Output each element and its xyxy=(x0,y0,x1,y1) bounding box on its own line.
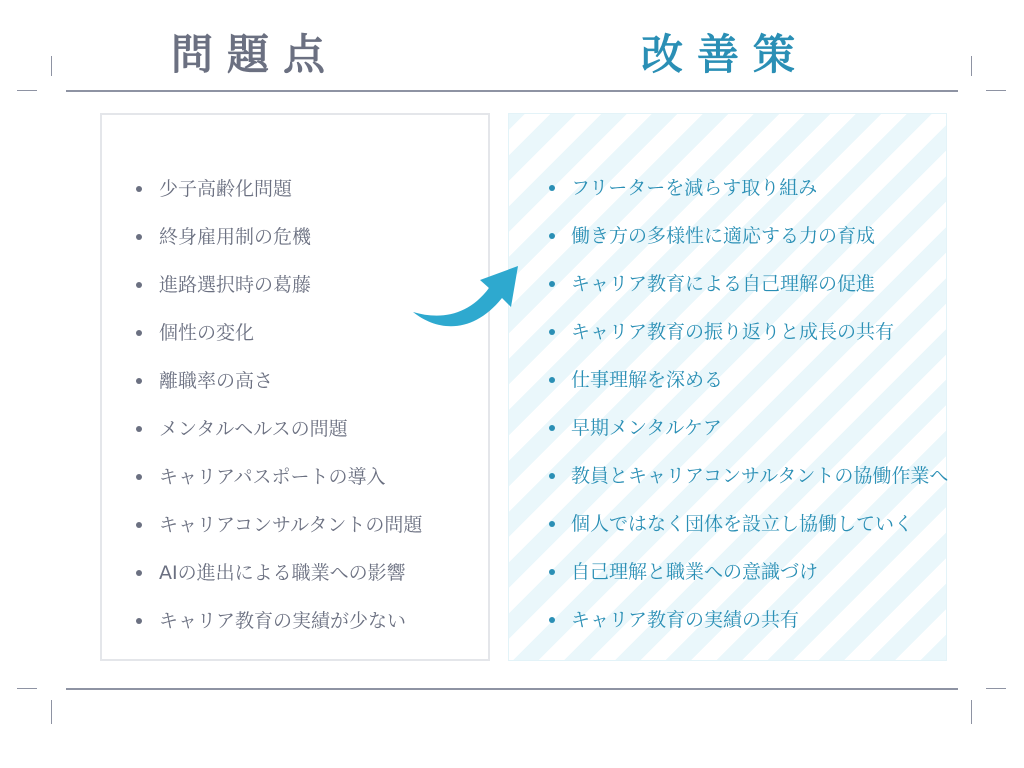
corner-tick xyxy=(986,688,1006,689)
bullet-dot xyxy=(549,569,555,575)
problem-item xyxy=(102,607,488,655)
bullet-dot xyxy=(549,233,555,239)
bullet-dot xyxy=(136,378,142,384)
bullet-dot xyxy=(549,329,555,335)
problem-item-label: キャリアパスポートの導入 xyxy=(159,466,386,488)
corner-tick xyxy=(51,56,52,76)
solution-item xyxy=(509,270,946,318)
corner-tick xyxy=(986,90,1006,91)
solutions-title: 改善策 xyxy=(640,30,809,79)
problem-item-label: 進路選択時の葛藤 xyxy=(159,274,312,296)
problem-item xyxy=(102,415,488,463)
problem-item-label: 少子高齢化問題 xyxy=(159,178,293,200)
bullet-dot xyxy=(549,281,555,287)
problem-item-label: キャリア教育の実績が少ない xyxy=(159,610,407,632)
problem-item-label: 個性の変化 xyxy=(159,322,255,344)
solution-item-label: 働き方の多様性に適応する力の育成 xyxy=(571,225,876,247)
bullet-dot xyxy=(136,282,142,288)
solution-item xyxy=(509,318,946,366)
solution-item xyxy=(509,366,946,414)
bullet-dot xyxy=(136,330,142,336)
bullet-dot xyxy=(549,425,555,431)
bullet-dot xyxy=(136,234,142,240)
curved-arrow-up-right-icon xyxy=(408,262,528,342)
bullet-dot xyxy=(549,617,555,623)
solution-item xyxy=(509,414,946,462)
corner-tick xyxy=(971,56,972,76)
solution-item-label: キャリア教育による自己理解の促進 xyxy=(571,273,876,295)
problem-item-label: 終身雇用制の危機 xyxy=(159,226,312,248)
bottom-divider xyxy=(66,688,958,690)
problem-item xyxy=(102,511,488,559)
solution-item xyxy=(509,174,946,222)
solution-item xyxy=(509,558,946,606)
solution-item-label: フリーターを減らす取り組み xyxy=(571,177,818,199)
solution-item-label: 個人ではなく団体を設立し協働していく xyxy=(571,513,914,535)
problem-item-label: メンタルヘルスの問題 xyxy=(159,418,348,440)
solutions-panel xyxy=(508,113,947,661)
problem-item xyxy=(102,367,488,415)
solution-item-label: 教員とキャリアコンサルタントの協働作業へ xyxy=(571,465,949,487)
arrow-shape xyxy=(413,266,518,326)
problem-item-label: AIの進出による職業への影響 xyxy=(159,562,406,584)
problems-title: 問題点 xyxy=(170,30,339,79)
corner-tick xyxy=(17,688,37,689)
problem-item-label: 離職率の高さ xyxy=(159,370,274,392)
bullet-dot xyxy=(549,521,555,527)
bullet-dot xyxy=(136,426,142,432)
bullet-dot xyxy=(136,522,142,528)
bullet-dot xyxy=(136,570,142,576)
corner-tick xyxy=(17,90,37,91)
solution-item xyxy=(509,606,946,654)
problem-item-label: キャリアコンサルタントの問題 xyxy=(159,514,423,536)
solution-item-label: 仕事理解を深める xyxy=(571,369,724,391)
solution-item xyxy=(509,222,946,270)
solutions-list xyxy=(509,174,949,654)
bullet-dot xyxy=(549,377,555,383)
problems-panel xyxy=(100,113,490,661)
problem-item xyxy=(102,559,488,607)
solution-item-label: キャリア教育の振り返りと成長の共有 xyxy=(571,321,895,343)
problems-list xyxy=(102,175,488,655)
top-divider xyxy=(66,90,958,92)
bullet-dot xyxy=(549,185,555,191)
bullet-dot xyxy=(136,618,142,624)
corner-tick xyxy=(971,700,972,724)
bullet-dot xyxy=(136,474,142,480)
solution-item xyxy=(509,462,949,510)
bullet-dot xyxy=(549,473,555,479)
solution-item-label: 自己理解と職業への意識づけ xyxy=(571,561,819,583)
solution-item xyxy=(509,510,946,558)
solution-item-label: キャリア教育の実績の共有 xyxy=(571,609,800,631)
solution-item-label: 早期メンタルケア xyxy=(571,417,722,439)
bullet-dot xyxy=(136,186,142,192)
corner-tick xyxy=(51,700,52,724)
problem-item xyxy=(102,175,488,223)
problem-item xyxy=(102,463,488,511)
